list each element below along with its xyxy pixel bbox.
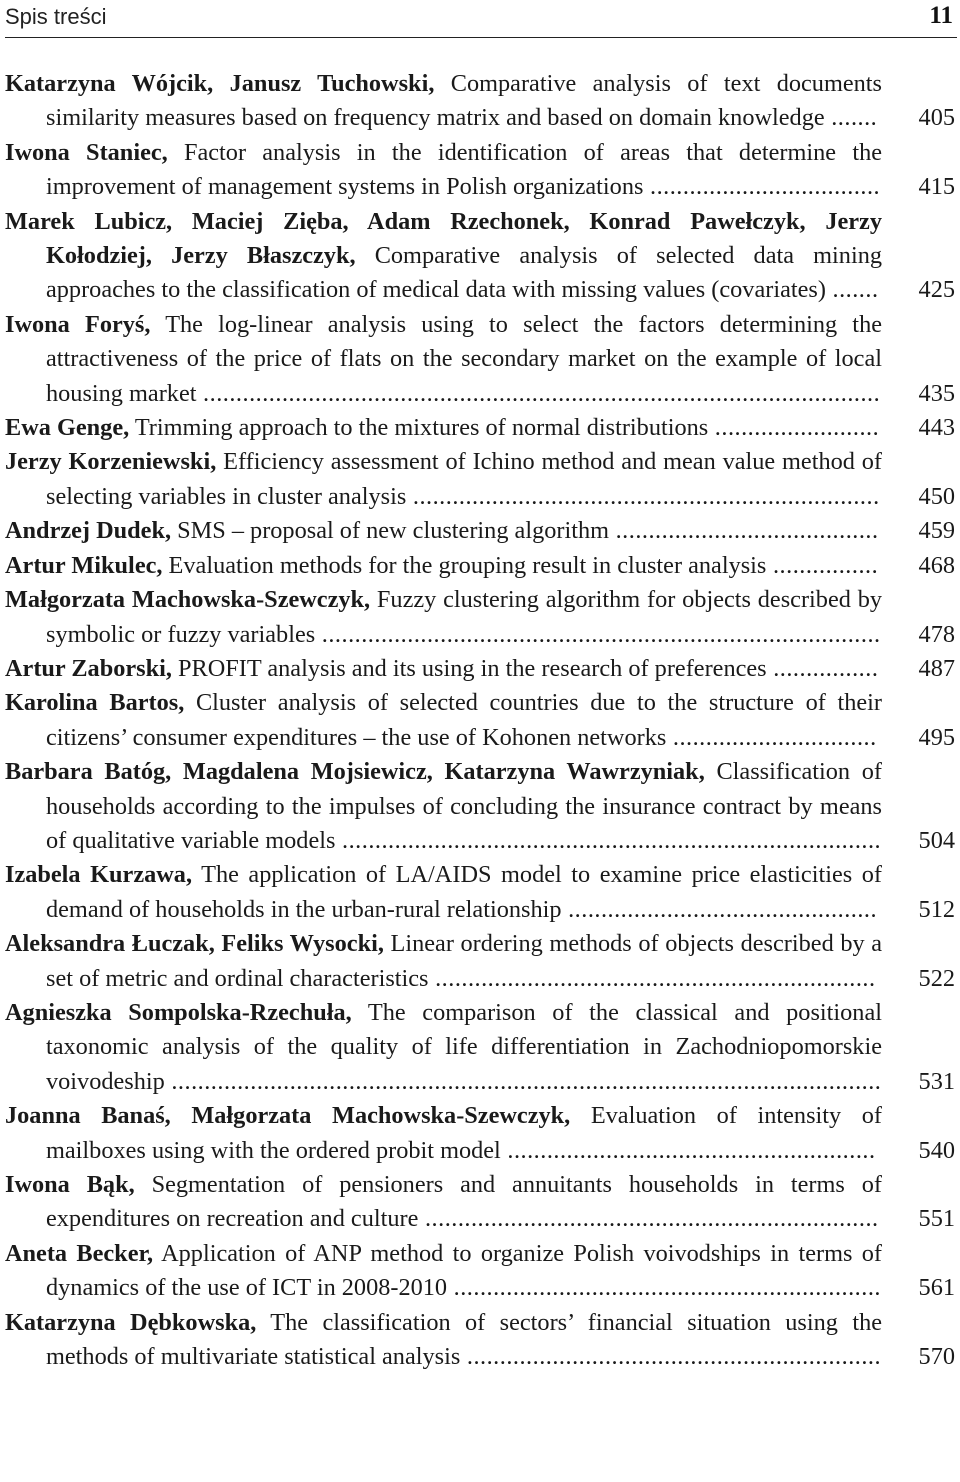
toc-entry-text <box>5 583 882 652</box>
toc-entry <box>5 996 957 1099</box>
toc-entry-title: Fuzzy clustering algorithm for objects described by symbolic or fuzzy variables <box>46 586 882 648</box>
toc-entry-page-number: 504 <box>918 826 955 854</box>
toc-entry <box>5 514 957 548</box>
toc-entry <box>5 308 957 411</box>
toc-entry-page-number: 540 <box>918 1136 955 1164</box>
table-of-contents <box>5 67 957 1374</box>
dot-leader: ....................................................................... <box>406 482 880 510</box>
toc-entry-page-number: 468 <box>918 551 955 579</box>
toc-entry-page-number: 425 <box>918 276 955 304</box>
toc-entry <box>5 411 957 445</box>
toc-entry-title: Evaluation methods for the grouping result in cluster analysis <box>162 551 767 579</box>
toc-entry-title: Comparative analysis of selected data mining approaches to the classification of medical data with missing values (covariates) <box>46 242 883 304</box>
toc-entry-authors: Katarzyna Dębkowska, <box>5 1308 257 1336</box>
toc-entry-text <box>5 996 882 1099</box>
toc-entry <box>5 583 957 652</box>
toc-entry-authors: Aneta Becker, <box>5 1239 154 1267</box>
toc-entry-authors: Artur Mikulec, <box>5 551 163 579</box>
dot-leader: ............................................... <box>561 895 878 923</box>
toc-entry-title: Application of ANP method to organize Polish voivodships in terms of dynamics of the use of ICT in 2008-2010 <box>46 1239 882 1302</box>
toc-entry-authors: Jerzy Korzeniewski, <box>5 448 217 476</box>
dot-leader: ....................................................................................................... <box>196 379 881 407</box>
toc-entry-text <box>5 652 882 686</box>
toc-entry-authors: Karolina Bartos, <box>5 689 185 717</box>
toc-entry-page-number: 487 <box>918 654 955 682</box>
toc-entry-page-number: 495 <box>918 723 955 751</box>
toc-entry-page-number: 450 <box>918 482 955 510</box>
dot-leader: ........................................ <box>609 517 879 545</box>
toc-entry-text <box>5 686 882 755</box>
dot-leader: ............................................................... <box>460 1343 882 1371</box>
toc-entry-page-number: 443 <box>918 414 955 442</box>
toc-entry-title: The log-linear analysis using to select the factors determining the attractiveness of the price of flats on the secondary market on the example of local housing market <box>46 310 882 407</box>
toc-entry <box>5 686 957 755</box>
running-header-title: Spis treści <box>5 4 107 29</box>
toc-entry-text <box>5 308 882 411</box>
toc-entry <box>5 549 957 583</box>
toc-entry <box>5 652 957 686</box>
toc-entry-authors: Marek Lubicz, Maciej Zięba, Adam Rzechonek, Konrad Pawełczyk, Jerzy Kołodziej, Jerzy Błaszczyk, <box>5 207 882 270</box>
toc-entry-authors: Andrzej Dudek, <box>5 517 172 545</box>
toc-entry <box>5 858 957 927</box>
toc-entry-authors: Izabela Kurzawa, <box>5 861 193 889</box>
toc-entry-text <box>5 858 882 927</box>
toc-entry-page-number: 415 <box>918 173 955 201</box>
toc-entry-title: The classification of sectors’ financial situation using the methods of multivariate statistical analysis <box>46 1308 883 1371</box>
toc-entry-text <box>5 67 882 136</box>
toc-entry-text <box>5 755 882 858</box>
toc-entry-authors: Małgorzata Machowska-Szewczyk, <box>5 586 371 614</box>
toc-entry-title: Efficiency assessment of Ichino method and mean value method of selecting variables in cluster analysis <box>46 448 882 510</box>
toc-entry-title: Segmentation of pensioners and annuitants households in terms of expenditures on recreation and culture <box>46 1171 883 1233</box>
toc-entry-text <box>5 205 882 308</box>
toc-entry-text <box>5 1168 882 1237</box>
toc-entry-authors: Barbara Batóg, Magdalena Mojsiewicz, Katarzyna Wawrzyniak, <box>5 758 705 786</box>
page-header <box>5 0 955 36</box>
toc-entry <box>5 1168 957 1237</box>
toc-entry-authors: Aleksandra Łuczak, Feliks Wysocki, <box>5 930 384 958</box>
toc-entry-page-number: 522 <box>918 964 955 992</box>
toc-entry-page-number: 435 <box>918 379 955 407</box>
toc-entry-title: Factor analysis in the identification of areas that determine the improvement of management systems in Polish organizations <box>46 138 883 201</box>
toc-entry-text <box>5 445 882 514</box>
toc-entry-text <box>5 549 882 583</box>
dot-leader: ................................... <box>643 173 881 201</box>
dot-leader: ....... <box>824 104 878 132</box>
toc-entry-authors: Iwona Staniec, <box>5 138 168 166</box>
toc-entry <box>5 1306 957 1375</box>
dot-leader: ................................................................. <box>447 1274 881 1302</box>
toc-entry-title: Cluster analysis of selected countries due to the structure of their citizens’ consumer expenditures – the use of Kohonen networks <box>46 689 882 751</box>
running-header-page-number: 11 <box>929 2 953 29</box>
dot-leader: ................................................................... <box>428 964 876 992</box>
toc-entry-text <box>5 136 882 205</box>
toc-entry-page-number: 459 <box>918 517 955 545</box>
toc-entry-authors: Katarzyna Wójcik, Janusz Tuchowski, <box>5 70 435 97</box>
toc-entry-title: The application of LA/AIDS model to examine price elasticities of demand of households in the urban-rural relationship <box>46 861 882 923</box>
dot-leader: ..................................................................................... <box>315 620 881 648</box>
toc-entry-text <box>5 411 882 445</box>
toc-entry-title: The comparison of the classical and positional taxonomic analysis of the quality of life differentiation in Zachodniopomorskie voivodeship <box>46 998 882 1095</box>
toc-entry-text <box>5 1099 882 1168</box>
toc-entry <box>5 755 957 858</box>
toc-entry-title: Comparative analysis of text documents similarity measures based on frequency matrix and based on domain knowledge <box>46 70 882 132</box>
dot-leader: ............................................................................................................ <box>164 1067 882 1095</box>
toc-entry <box>5 136 957 205</box>
toc-entry-authors: Artur Zaborski, <box>5 654 172 682</box>
dot-leader: ................ <box>766 654 879 682</box>
toc-entry <box>5 67 957 136</box>
dot-leader: ....... <box>825 276 879 304</box>
toc-entry-page-number: 551 <box>918 1205 955 1233</box>
toc-entry-text <box>5 927 882 996</box>
toc-entry-text <box>5 1237 882 1306</box>
toc-entry <box>5 445 957 514</box>
dot-leader: ................ <box>766 551 879 579</box>
toc-entry-authors: Agnieszka Sompolska-Rzechuła, <box>5 998 352 1026</box>
dot-leader: ............................... <box>666 723 877 751</box>
toc-entry-page-number: 570 <box>918 1343 955 1371</box>
toc-entry <box>5 205 957 308</box>
toc-entry-page-number: 531 <box>918 1067 955 1095</box>
toc-entry-title: Linear ordering methods of objects described by a set of metric and ordinal characteristics <box>46 930 882 992</box>
dot-leader: ......................... <box>708 414 880 442</box>
dot-leader: .................................................................................. <box>335 826 882 854</box>
toc-entry-text <box>5 514 882 548</box>
toc-entry-title: Evaluation of intensity of mailboxes using with the ordered probit model <box>46 1102 883 1164</box>
toc-entry-title: PROFIT analysis and its using in the research of preferences <box>171 654 767 682</box>
toc-entry-page-number: 512 <box>918 895 955 923</box>
toc-entry <box>5 927 957 996</box>
toc-entry-title: Trimming approach to the mixtures of normal distributions <box>129 414 709 442</box>
toc-entry-authors: Joanna Banaś, Małgorzata Machowska-Szewczyk, <box>5 1102 571 1130</box>
toc-entry <box>5 1099 957 1168</box>
dot-leader: ..................................................................... <box>418 1205 879 1233</box>
toc-entry-authors: Iwona Foryś, <box>5 310 151 338</box>
toc-entry-page-number: 405 <box>918 104 955 132</box>
toc-entry-page-number: 478 <box>918 620 955 648</box>
dot-leader: ........................................................ <box>500 1136 876 1164</box>
toc-entry-text <box>5 1306 882 1375</box>
toc-entry-title: SMS – proposal of new clustering algorithm <box>171 517 610 545</box>
toc-entry-page-number: 561 <box>918 1274 955 1302</box>
toc-entry-title: Classification of households according to the impulses of concluding the insurance contract by means of qualitative variable models <box>46 758 883 854</box>
toc-entry-authors: Iwona Bąk, <box>5 1171 135 1198</box>
header-rule <box>5 37 957 38</box>
toc-entry <box>5 1237 957 1306</box>
toc-entry-authors: Ewa Genge, <box>5 414 130 442</box>
